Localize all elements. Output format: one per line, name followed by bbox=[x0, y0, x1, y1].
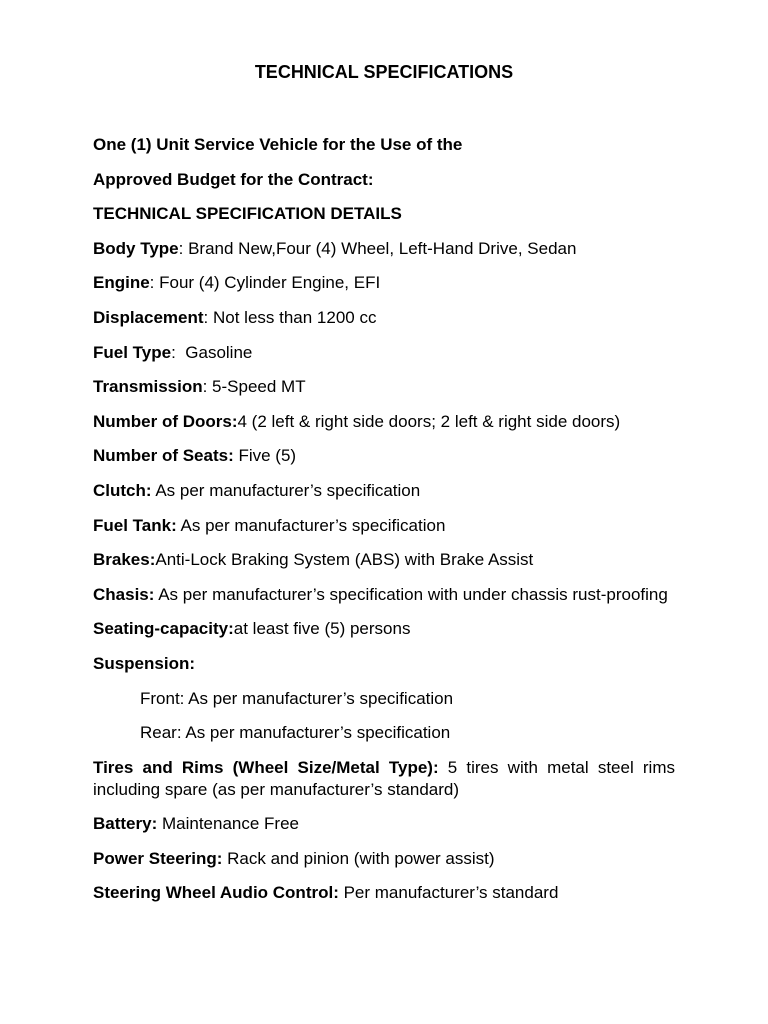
spec-label: Displacement bbox=[93, 307, 204, 327]
spec-value: Rear: As per manufacturer’s specification bbox=[140, 723, 451, 743]
spec-label: Seating-capacity: bbox=[93, 619, 234, 639]
spec-label: Battery: bbox=[93, 814, 158, 834]
intro-line-1 bbox=[93, 134, 675, 156]
spec-value: Rack and pinion (with power assist) bbox=[222, 848, 495, 868]
intro-text: One (1) Unit Service Vehicle for the Use of the bbox=[93, 135, 463, 154]
spec-label: Fuel Type bbox=[93, 342, 172, 362]
spec-value: Per manufacturer’s standard bbox=[338, 883, 559, 903]
spec-engine bbox=[93, 272, 675, 294]
spec-fuel-tank bbox=[93, 515, 675, 537]
spec-value: Five (5) bbox=[233, 446, 297, 466]
spec-tires-and-rims bbox=[93, 757, 675, 801]
spec-steering-wheel-audio-control bbox=[93, 882, 675, 904]
spec-body-type bbox=[93, 238, 675, 260]
spec-value: : Brand New,Four (4) Wheel, Left-Hand Drive, Sedan bbox=[178, 238, 577, 258]
spec-label: Fuel Tank: bbox=[93, 515, 177, 535]
spec-value: 4 (2 left & right side doors; 2 left & right side doors) bbox=[237, 411, 621, 431]
spec-label: Chasis: bbox=[93, 584, 155, 604]
spec-brakes bbox=[93, 549, 675, 571]
spec-number-of-seats bbox=[93, 445, 675, 467]
section-heading bbox=[93, 203, 675, 225]
spec-label: Body Type bbox=[93, 238, 179, 258]
section-heading-text: TECHNICAL SPECIFICATION DETAILS bbox=[93, 204, 402, 224]
spec-label: Number of Seats: bbox=[93, 446, 234, 466]
spec-clutch bbox=[93, 480, 675, 502]
spec-suspension bbox=[93, 653, 675, 675]
spec-value: As per manufacturer’s specification bbox=[151, 480, 421, 500]
spec-value: 5 tires with metal steel rims including spare (as per manufacturer’s standard) bbox=[93, 757, 675, 799]
spec-seating-capacity bbox=[93, 618, 675, 640]
spec-label: Tires and Rims (Wheel Size/Metal Type): bbox=[93, 757, 439, 777]
intro-line-2 bbox=[93, 169, 675, 191]
spec-value: at least five (5) persons bbox=[233, 619, 411, 639]
spec-label: Transmission bbox=[93, 377, 203, 397]
spec-value: As per manufacturer’s specification bbox=[176, 515, 446, 535]
spec-value: : Four (4) Cylinder Engine, EFI bbox=[149, 273, 381, 293]
document-body bbox=[93, 134, 675, 917]
spec-label: Number of Doors: bbox=[93, 411, 238, 431]
spec-fuel-type bbox=[93, 342, 675, 364]
spec-label: Brakes: bbox=[93, 550, 156, 570]
spec-value: As per manufacturer’s specification with under chassis rust-proofing bbox=[154, 584, 668, 604]
spec-value: : Gasoline bbox=[171, 342, 253, 362]
spec-label: Engine bbox=[93, 273, 150, 293]
spec-value: Anti-Lock Braking System (ABS) with Brake Assist bbox=[155, 550, 534, 570]
spec-chasis bbox=[93, 584, 675, 606]
spec-value: : 5-Speed MT bbox=[202, 377, 306, 397]
spec-label: Clutch: bbox=[93, 480, 152, 500]
spec-label: Power Steering: bbox=[93, 848, 223, 868]
spec-battery bbox=[93, 813, 675, 835]
spec-power-steering bbox=[93, 848, 675, 870]
spec-transmission bbox=[93, 376, 675, 398]
spec-suspension-rear bbox=[93, 722, 675, 744]
spec-value: Front: As per manufacturer’s specification bbox=[140, 688, 454, 708]
document-title: TECHNICAL SPECIFICATIONS bbox=[254, 62, 514, 82]
spec-value: : Not less than 1200 cc bbox=[203, 307, 377, 327]
spec-label: Suspension: bbox=[93, 653, 196, 673]
intro-text: Approved Budget for the Contract: bbox=[93, 169, 374, 189]
spec-label: Steering Wheel Audio Control: bbox=[93, 883, 339, 903]
spec-suspension-front bbox=[93, 688, 675, 710]
spec-value: Maintenance Free bbox=[157, 814, 299, 834]
spec-number-of-doors bbox=[93, 411, 675, 433]
spec-displacement bbox=[93, 307, 675, 329]
